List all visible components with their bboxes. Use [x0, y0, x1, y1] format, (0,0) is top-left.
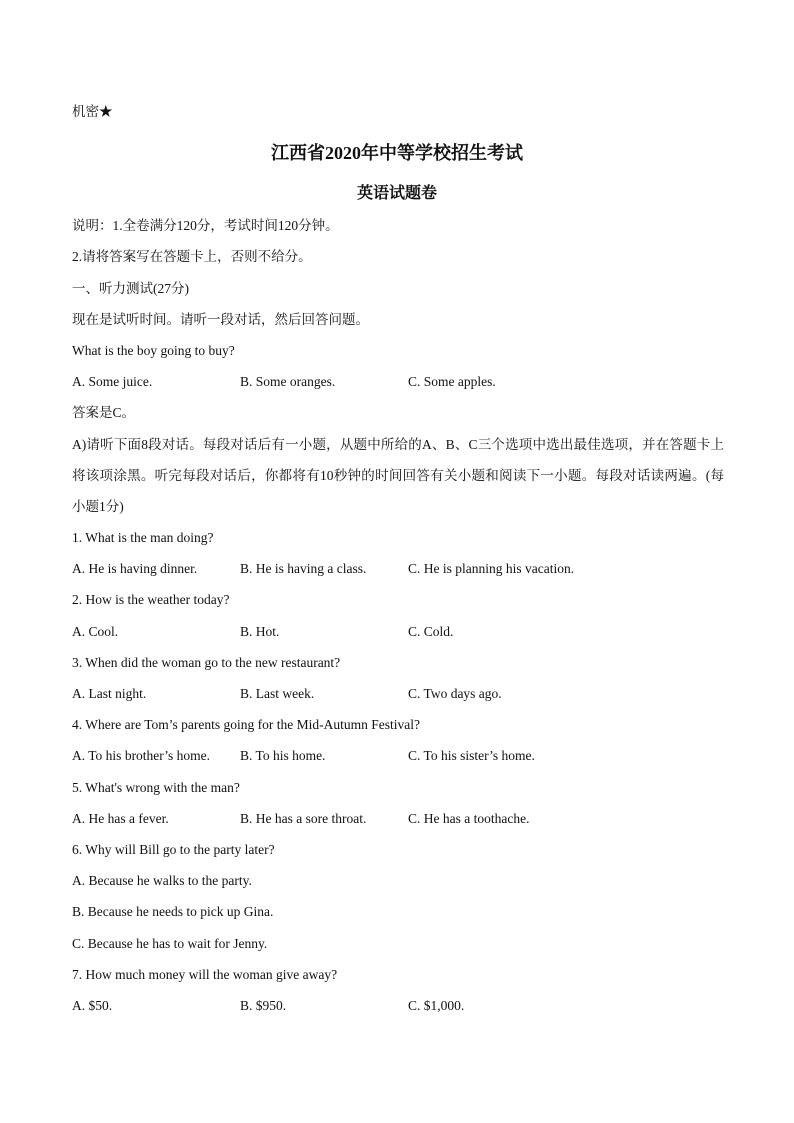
question-option-c: C. $1,000.	[408, 998, 465, 1013]
trial-option-b: B. Some oranges.	[240, 374, 336, 389]
question-stem: 5. What's wrong with the man?	[72, 780, 240, 795]
question-stem: 3. When did the woman go to the new restaurant?	[72, 655, 341, 670]
question-option-b: B. $950.	[240, 998, 287, 1013]
question-stem: 4. Where are Tom’s parents going for the Mid-Autumn Festival?	[72, 717, 420, 732]
question-option-c: C. He is planning his vacation.	[408, 561, 575, 576]
question-option-a: A. Last night.	[72, 686, 147, 701]
question-option-b: B. Last week.	[240, 686, 315, 701]
question-option-a: A. Because he walks to the party.	[72, 873, 252, 888]
part-a-instructions: A)请听下面8段对话。每段对话后有一小题，从题中所给的A、B、C三个选项中选出最佳选项，并在答题卡上将该项涂黑。听完每段对话后，你都将有10秒钟的时间回答有关小题和阅读下一小题。每段对话读两遍。(每小题1分)	[72, 437, 724, 514]
question-option-a: A. He is having dinner.	[72, 561, 198, 576]
trial-option-a: A. Some juice.	[72, 374, 153, 389]
trial-question: What is the boy going to buy?	[72, 343, 235, 358]
question-option-c: C. Two days ago.	[408, 686, 502, 701]
question-option-c: C. He has a toothache.	[408, 811, 530, 826]
question-option-c: C. To his sister’s home.	[408, 748, 535, 763]
section-heading: 一、听力测试(27分)	[72, 281, 189, 296]
question-stem: 6. Why will Bill go to the party later?	[72, 842, 275, 857]
trial-option-c: C. Some apples.	[408, 374, 496, 389]
question-stem: 1. What is the man doing?	[72, 530, 214, 545]
instruction-line-1: 说明：1.全卷满分120分，考试时间120分钟。	[72, 218, 339, 233]
question-option-b: B. Hot.	[240, 624, 280, 639]
question-stem: 2. How is the weather today?	[72, 592, 230, 607]
question-option-b: B. Because he needs to pick up Gina.	[72, 904, 274, 919]
trial-intro: 现在是试听时间。请听一段对话，然后回答问题。	[72, 312, 369, 327]
question-option-a: A. To his brother’s home.	[72, 748, 211, 763]
trial-answer: 答案是C。	[72, 405, 136, 420]
question-option-c: C. Cold.	[408, 624, 454, 639]
question-option-b: B. To his home.	[240, 748, 326, 763]
question-option-c: C. Because he has to wait for Jenny.	[72, 936, 268, 951]
exam-title: 江西省2020年中等学校招生考试	[271, 143, 523, 163]
question-stem: 7. How much money will the woman give away?	[72, 967, 338, 982]
question-option-a: A. He has a fever.	[72, 811, 169, 826]
instruction-line-2: 2.请将答案写在答题卡上，否则不给分。	[72, 249, 312, 264]
question-option-b: B. He is having a class.	[240, 561, 367, 576]
secret-mark: 机密★	[72, 104, 113, 119]
question-option-a: A. Cool.	[72, 624, 119, 639]
question-option-a: A. $50.	[72, 998, 113, 1013]
exam-subtitle: 英语试题卷	[356, 185, 437, 202]
question-option-b: B. He has a sore throat.	[240, 811, 367, 826]
